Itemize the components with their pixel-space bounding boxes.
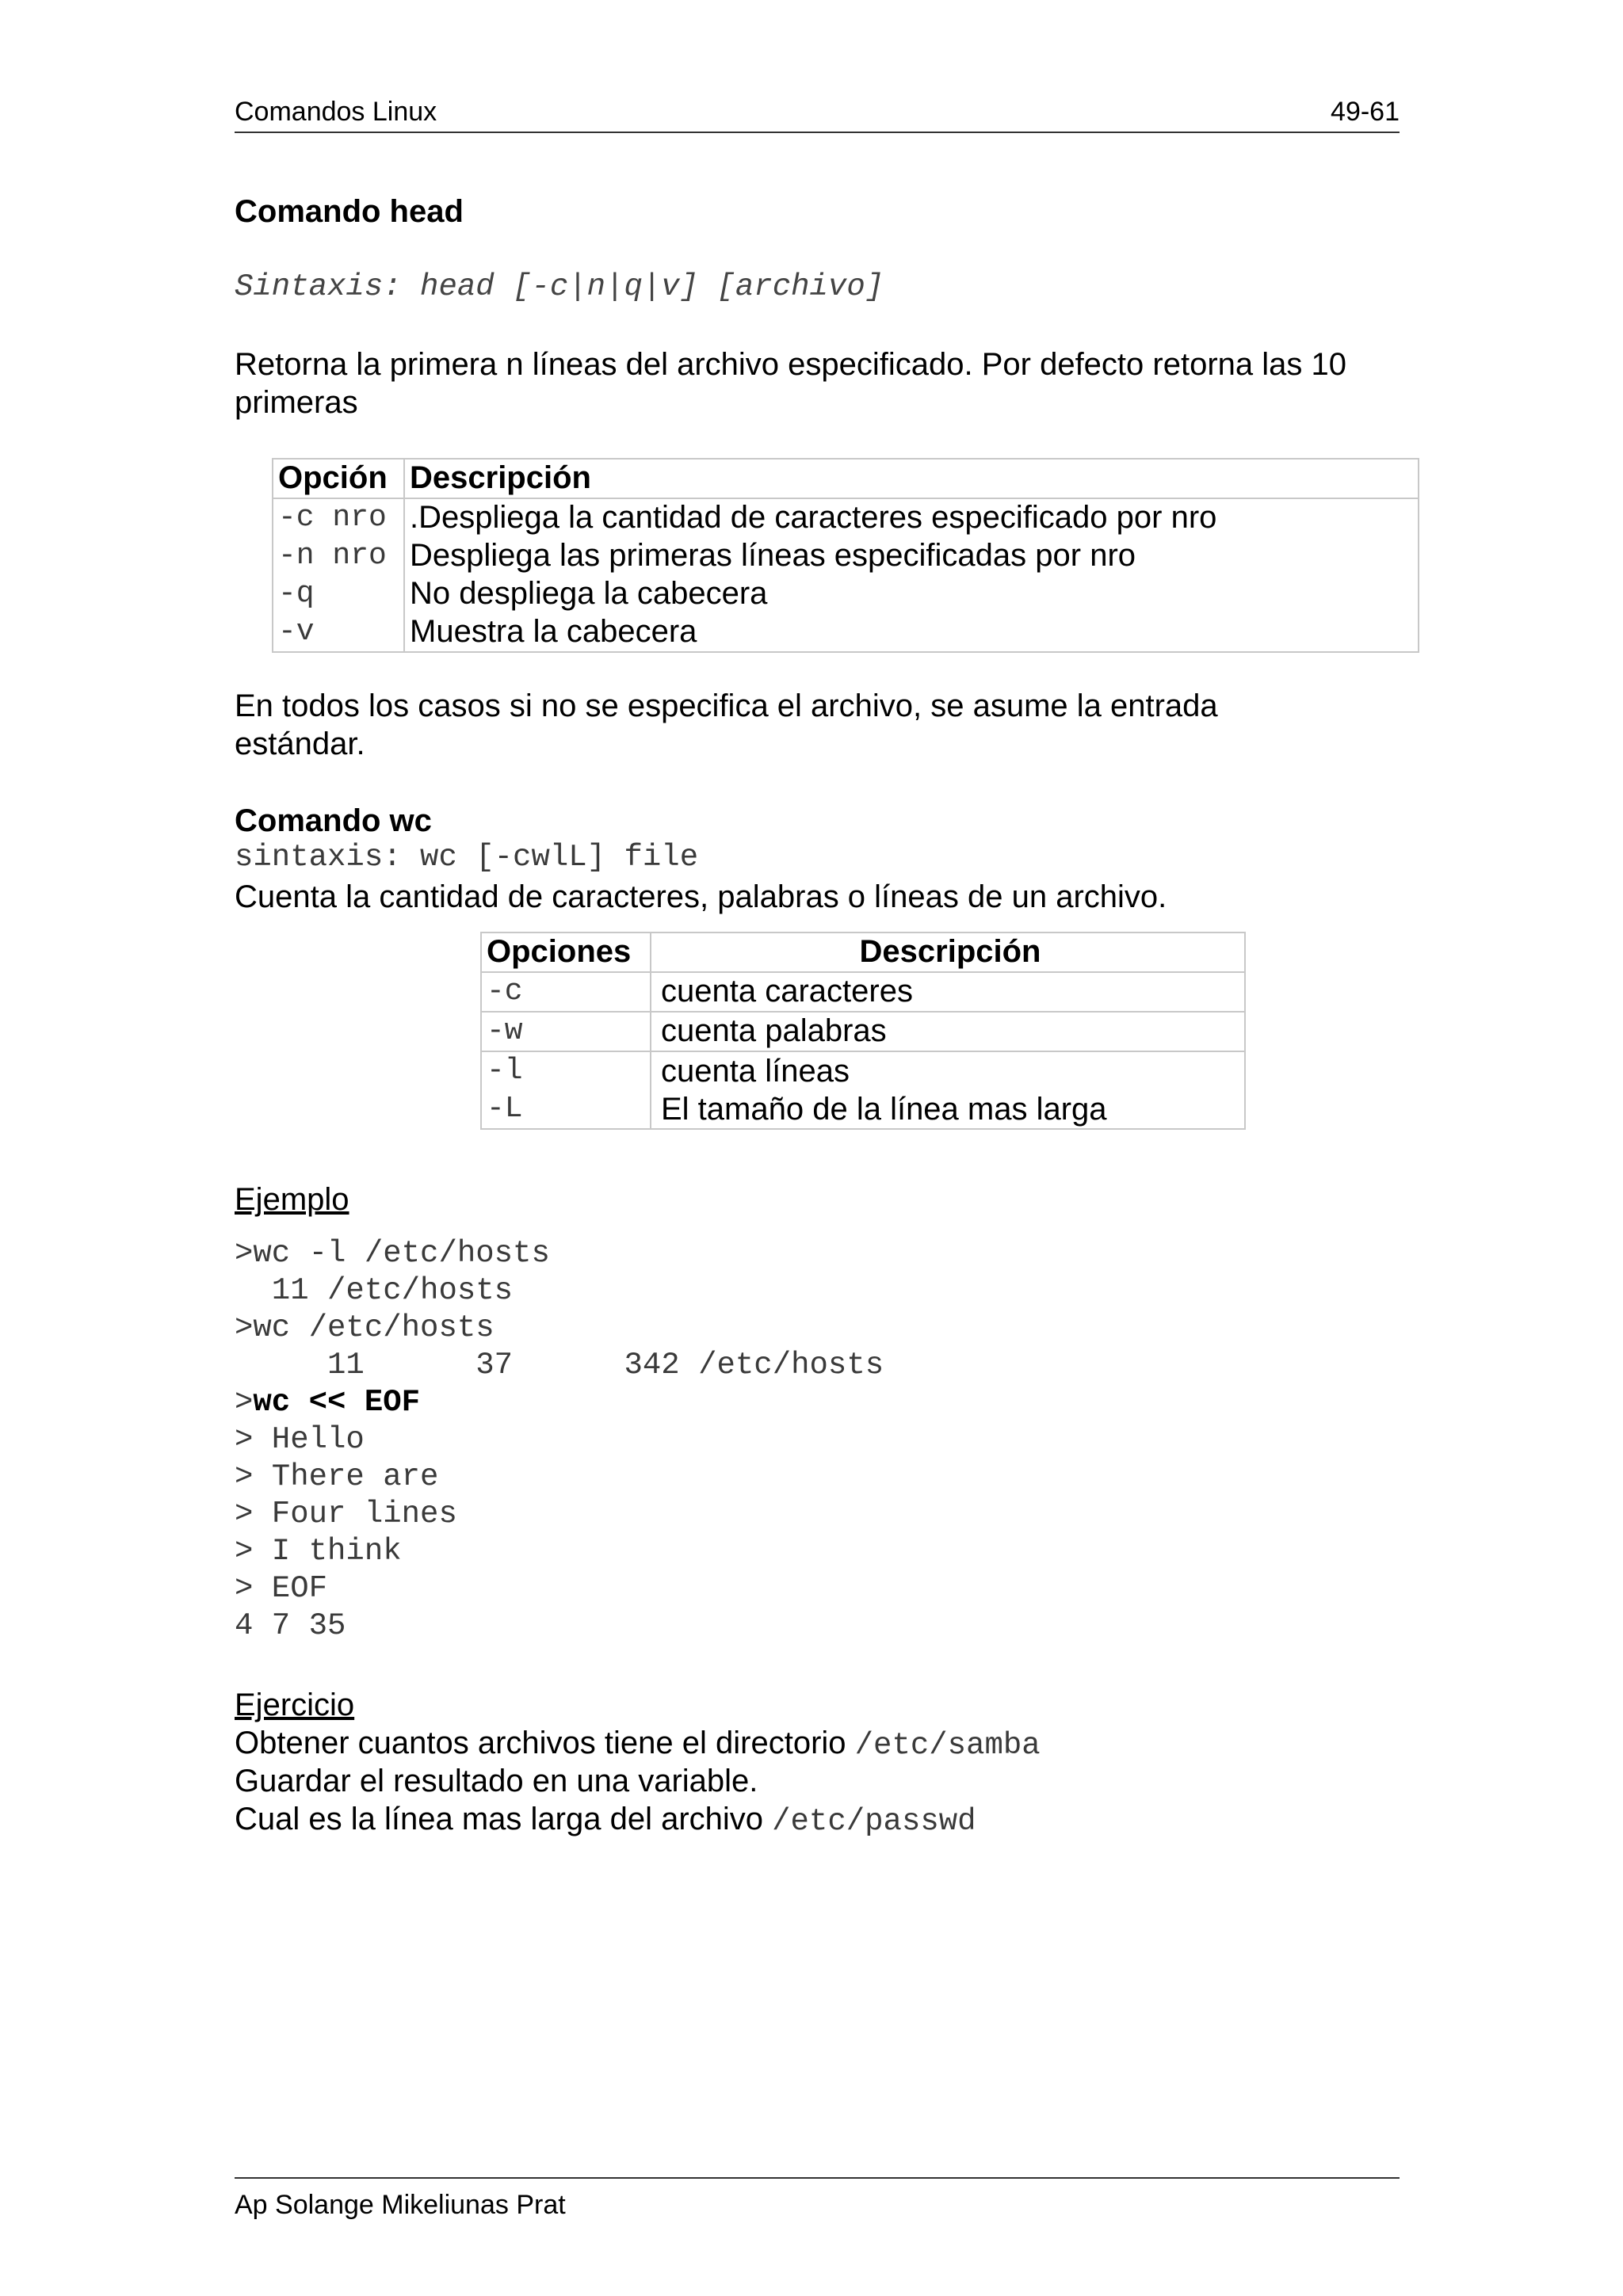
option-description: No despliega la cabecera (404, 575, 1419, 613)
code-line: > Four lines (235, 1497, 457, 1531)
exercise-line-1 (235, 1724, 1041, 1764)
option-description: Despliega las primeras líneas especificadas por nro (404, 537, 1419, 575)
footer-rule (235, 2177, 1400, 2179)
code-line: > I think (235, 1534, 402, 1569)
column-header: Opción (273, 459, 404, 498)
exercise-code: /etc/samba (854, 1728, 1041, 1763)
head-note: En todos los casos si no se especifica el archivo, se asume la entrada estándar. (235, 688, 1218, 761)
code-line: 11 /etc/hosts (235, 1273, 514, 1308)
option-description: cuenta líneas (661, 1054, 850, 1089)
wc-description: Cuenta la cantidad de caracteres, palabras o líneas de un archivo. (235, 879, 1167, 914)
option-code: -c (481, 972, 651, 1012)
option-code: -L (487, 1092, 523, 1126)
table-row (481, 972, 1245, 1012)
table-header-row (481, 933, 1245, 972)
exercise-code: /etc/passwd (772, 1804, 976, 1839)
table-row (481, 1012, 1245, 1051)
page-header-title: Comandos Linux (235, 97, 437, 127)
head-section-title: Comando head (235, 194, 464, 229)
prompt: > (235, 1385, 254, 1420)
code-line: 11 37 342 /etc/hosts (235, 1348, 884, 1383)
option-description: El tamaño de la línea mas larga (661, 1092, 1107, 1127)
column-header: Opciones (481, 933, 651, 972)
option-description: cuenta caracteres (651, 972, 1245, 1012)
code-line: > EOF (235, 1571, 328, 1606)
option-code-group (481, 1051, 651, 1129)
footer-author: Ap Solange Mikeliunas Prat (235, 2190, 566, 2220)
exercise-line-2: Guardar el resultado en una variable. (235, 1764, 758, 1798)
option-description: Muestra la cabecera (404, 613, 1419, 652)
table-row (273, 575, 1419, 613)
example-title: Ejemplo (235, 1182, 349, 1217)
option-code: -v (273, 613, 404, 652)
code-line: > Hello (235, 1422, 365, 1457)
exercise-line-3 (235, 1800, 976, 1840)
option-description-group (651, 1051, 1245, 1129)
heredoc-command: wc << EOF (253, 1385, 421, 1420)
table-row (481, 1051, 1245, 1129)
header-rule (235, 132, 1400, 133)
column-header: Descripción (404, 459, 1419, 498)
code-line: 4 7 35 (235, 1608, 346, 1643)
wc-section-title: Comando wc (235, 803, 432, 838)
code-line-heredoc (235, 1384, 884, 1421)
head-description: Retorna la primera n líneas del archivo especificado. Por defecto retorna las 10 primeras (235, 347, 1346, 420)
option-code: -n nro (273, 537, 404, 575)
head-options-table (272, 458, 1419, 653)
wc-syntax: sintaxis: wc [-cwlL] file (235, 840, 699, 875)
exercise-title: Ejercicio (235, 1688, 355, 1722)
wc-options-table (480, 932, 1246, 1130)
head-syntax: Sintaxis: head [-c|n|q|v] [archivo] (235, 269, 884, 304)
table-row (273, 613, 1419, 652)
option-code: -q (273, 575, 404, 613)
option-code: -c nro (273, 498, 404, 537)
column-header: Descripción (651, 933, 1245, 972)
exercise-text: Cual es la línea mas larga del archivo (235, 1802, 773, 1836)
code-line: > There are (235, 1459, 439, 1494)
exercise-text: Obtener cuantos archivos tiene el directorio (235, 1726, 855, 1760)
table-row (273, 537, 1419, 575)
example-code-block (235, 1235, 884, 1645)
page-number: 49-61 (1331, 97, 1400, 127)
table-row (273, 498, 1419, 537)
code-line: >wc /etc/hosts (235, 1310, 495, 1345)
code-line: >wc -l /etc/hosts (235, 1236, 550, 1271)
option-description: .Despliega la cantidad de caracteres especificado por nro (404, 498, 1419, 537)
table-header-row (273, 459, 1419, 498)
option-description: cuenta palabras (651, 1012, 1245, 1051)
option-code: -l (487, 1054, 523, 1088)
option-code: -w (481, 1012, 651, 1051)
